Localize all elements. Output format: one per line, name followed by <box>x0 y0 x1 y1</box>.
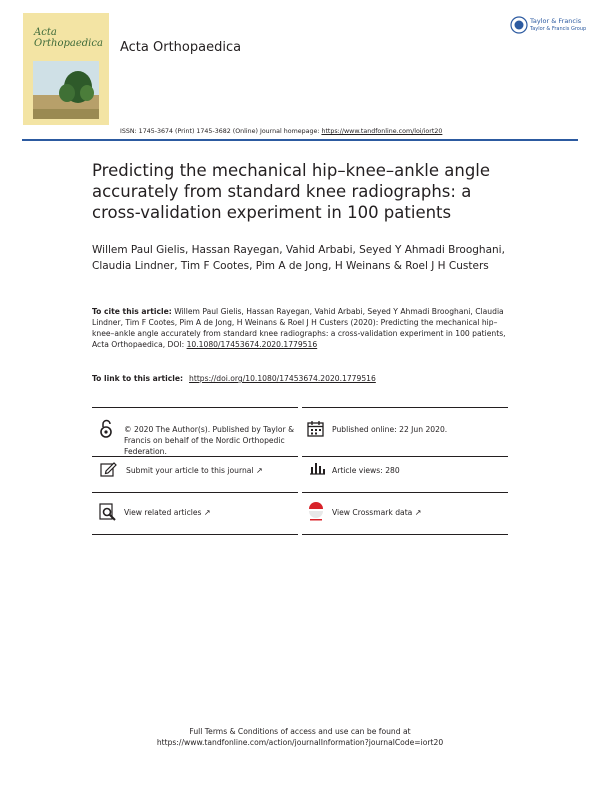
publisher-logo[interactable] <box>510 16 585 38</box>
info-rule-4-left <box>92 534 298 535</box>
citation-label: To cite this article: <box>92 307 172 316</box>
external-link-icon: ↗ <box>203 508 211 517</box>
copyright-notice: © 2020 The Author(s). Published by Taylor & Francis on behalf of the Nordic Orthopedic Federation. <box>124 425 295 456</box>
cover-title-line2: Orthopaedica <box>34 38 103 49</box>
footer-line1: Full Terms & Conditions of access and use can be found at <box>189 727 411 736</box>
info-rule-2-left <box>92 456 298 457</box>
external-link-icon: ↗ <box>255 466 263 475</box>
article-doi-link[interactable]: https://doi.org/10.1080/17453674.2020.1779516 <box>189 374 376 383</box>
citation-text: Willem Paul Gielis, Hassan Rayegan, Vahid Arbabi, Seyed Y Ahmadi Brooghani, Claudia Lindner, Tim F Cootes, Pim A de Jong, H Weinans & Roel J H Custers (2020): Predicting the mechanical hip–knee–ankle angle accurately from standard knee radiographs: a cross-validation experiment in 100 patients, Acta Orthopaedica, DOI: <box>92 307 506 349</box>
journal-name: Acta Orthopaedica <box>120 40 242 55</box>
related-articles-icon <box>99 503 117 521</box>
link-label: To link to this article: <box>92 374 184 383</box>
header-rule <box>22 139 578 141</box>
crossmark-label: View Crossmark data <box>332 508 413 517</box>
related-articles-label: View related articles <box>124 508 202 517</box>
citation-doi-link[interactable]: 10.1080/17453674.2020.1779516 <box>186 340 318 349</box>
publisher-logo-icon <box>510 16 528 34</box>
info-rule-1-left <box>92 407 298 408</box>
link-block <box>92 373 512 384</box>
info-rule-4-right <box>302 534 508 535</box>
published-date: Published online: 22 Jun 2020. <box>332 425 448 434</box>
article-title: Predicting the mechanical hip–knee–ankle angle accurately from standard knee radiographs: a cross-validation experiment in 100 patients <box>92 161 491 222</box>
info-rule-3-left <box>92 492 298 493</box>
bar-chart-icon <box>309 461 326 475</box>
info-rule-1-right <box>302 407 508 408</box>
article-authors: Willem Paul Gielis, Hassan Rayegan, Vahid Arbabi, Seyed Y Ahmadi Brooghani, Claudia Lindner, Tim F Cootes, Pim A de Jong, H Weinans & Roel J H Custers <box>92 244 505 272</box>
crossmark-icon <box>307 501 325 523</box>
issn-line <box>120 128 442 135</box>
info-rule-3-right <box>302 492 508 493</box>
submit-article-label: Submit your article to this journal <box>126 466 254 475</box>
cover-landscape-painting <box>23 13 109 125</box>
journal-homepage-link[interactable]: https://www.tandfonline.com/loi/iort20 <box>321 128 443 135</box>
edit-icon <box>100 461 117 477</box>
open-access-icon <box>99 419 113 439</box>
footer-terms-link[interactable]: https://www.tandfonline.com/action/journalInformation?journalCode=iort20 <box>156 738 444 747</box>
issn-text: ISSN: 1745-3674 (Print) 1745-3682 (Online) Journal homepage: <box>120 128 322 135</box>
cover-title-line1: Acta <box>34 27 57 38</box>
related-articles-link[interactable] <box>124 507 300 518</box>
info-rule-2-right <box>302 456 508 457</box>
publisher-logo-line1: Taylor & Francis <box>530 17 582 25</box>
calendar-icon <box>307 420 324 437</box>
journal-cover-image <box>23 13 109 125</box>
citation-block <box>92 306 512 350</box>
external-link-icon: ↗ <box>414 508 422 517</box>
publisher-logo-line2: Taylor & Francis Group <box>530 26 587 32</box>
footer <box>100 726 500 748</box>
crossmark-link[interactable] <box>332 507 508 518</box>
article-views: Article views: 280 <box>332 466 400 475</box>
submit-article-link[interactable] <box>126 465 302 476</box>
